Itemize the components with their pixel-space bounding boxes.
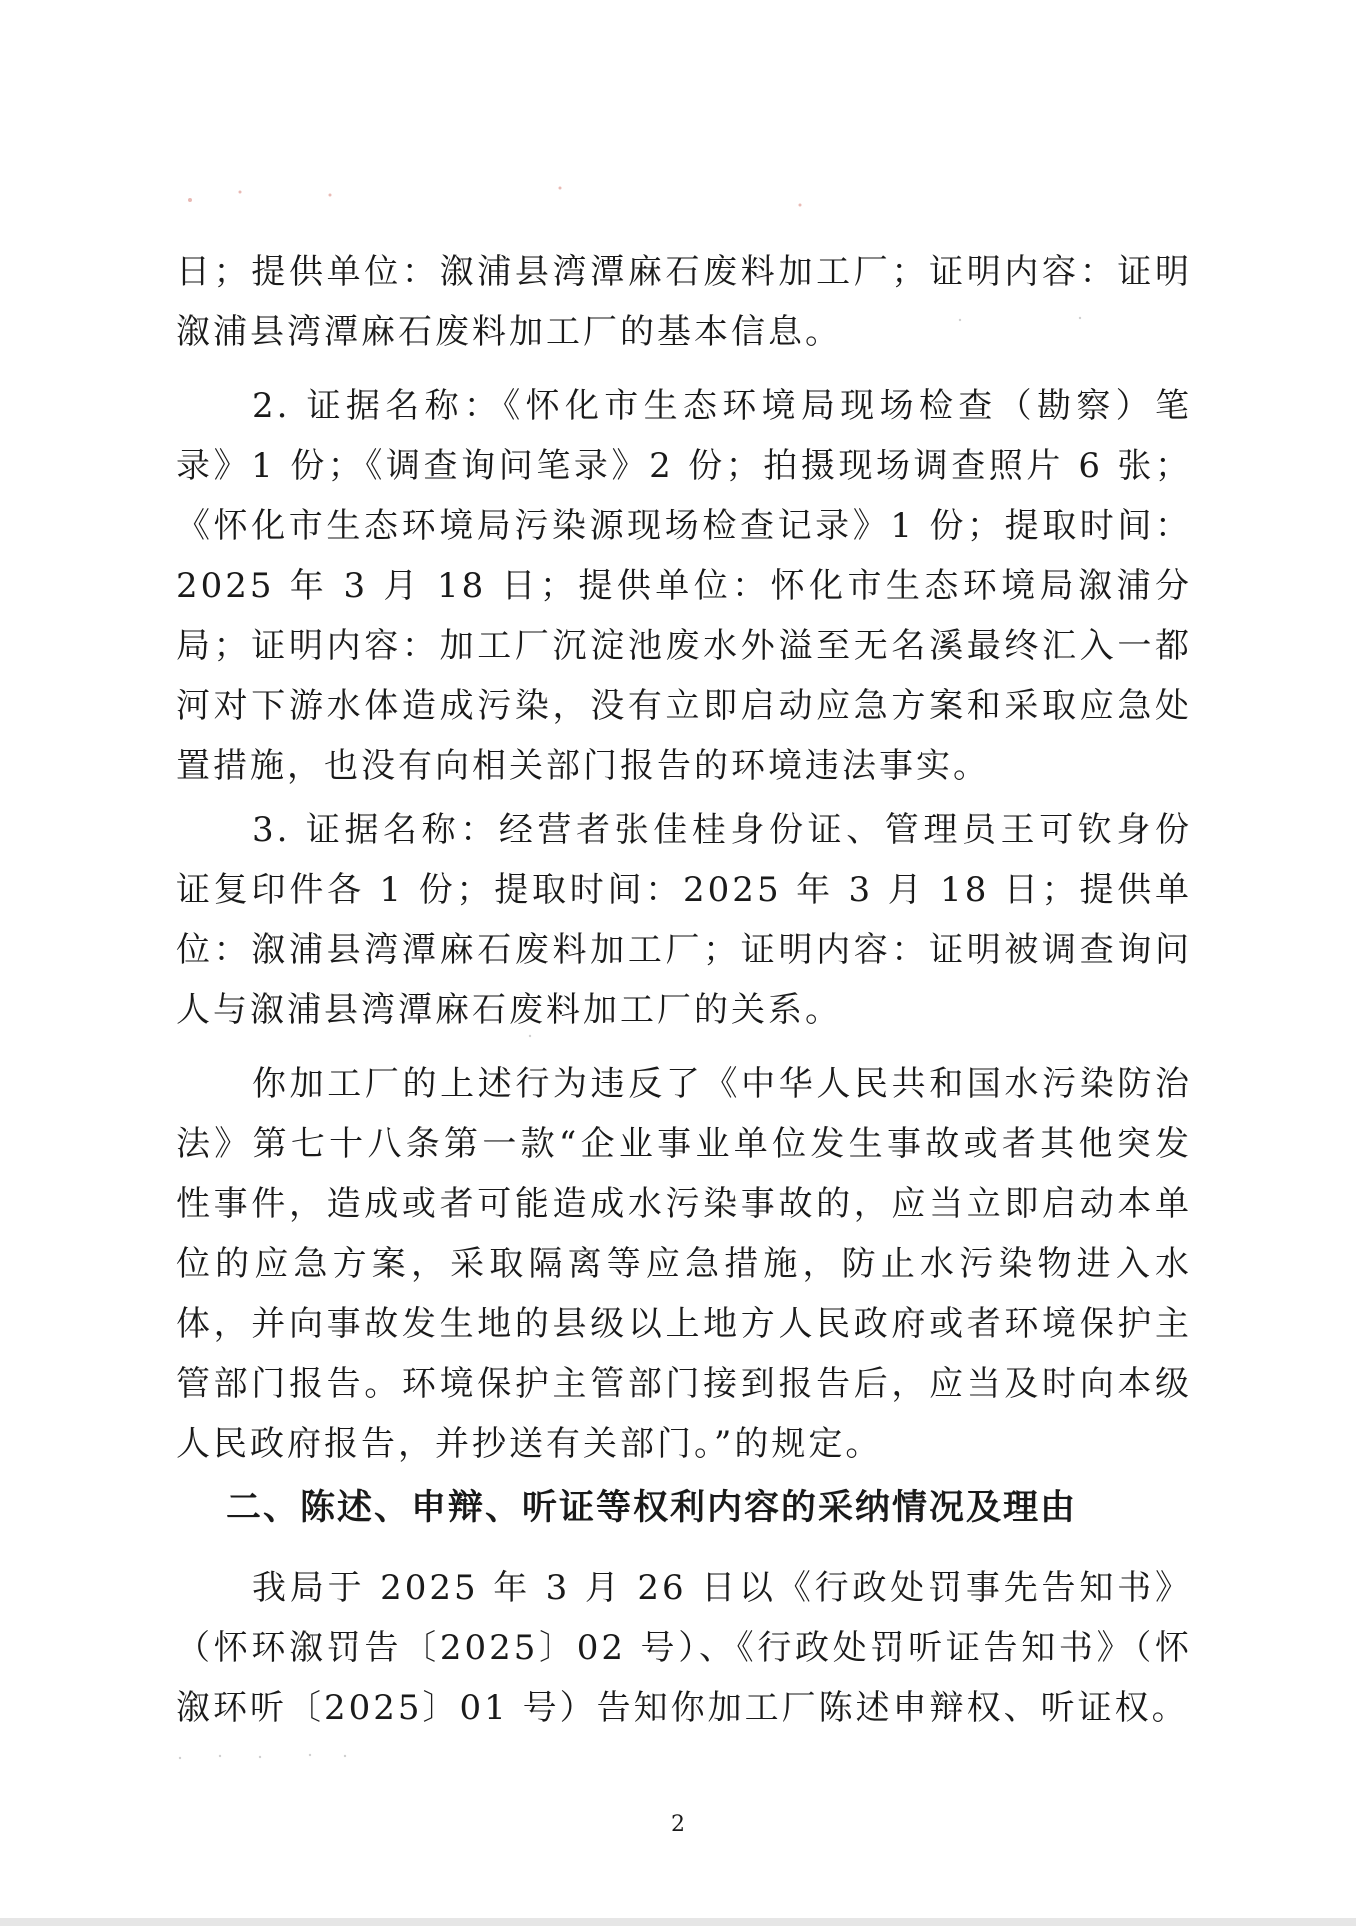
paragraph-text: 3. 证据名称：经营者张佳桂身份证、管理员王可钦身份证复印件各 1 份；提取时间：2025 年 3 月 18 日；提供单位：溆浦县湾潭麻石废料加工厂；证明内容：证明被调查询问人与溆浦县湾潭麻石废料加工厂的关系。 bbox=[176, 810, 1192, 1030]
paragraph-text: 你加工厂的上述行为违反了《中华人民共和国水污染防治法》第七十八条第一款“企业事业单位发生事故或者其他突发性事件，造成或者可能造成水污染事故的，应当立即启动本单位的应急方案，采取隔离等应急措施，防止水污染物进入水体，并向事故发生地的县级以上地方人民政府或者环境保护主管部门报告。环境保护主管部门接到报告后，应当及时向本级人民政府报告，并抄送有关部门。”的规定。 bbox=[176, 1064, 1192, 1464]
paragraph-evidence-1-continued bbox=[176, 242, 1192, 362]
paragraph-evidence-2 bbox=[176, 376, 1192, 796]
section-heading: 二、陈述、申辩、听证等权利内容的采纳情况及理由 bbox=[226, 1488, 1078, 1528]
paragraph-text: 我局于 2025 年 3 月 26 日以《行政处罚事先告知书》（怀环溆罚告〔2025〕02 号）、《行政处罚听证告知书》（怀溆环听〔2025〕01 号）告知你加工厂陈述申辩权、听证权。 bbox=[176, 1568, 1192, 1728]
scan-edge bbox=[0, 1918, 1356, 1926]
paragraph-text: 2. 证据名称：《怀化市生态环境局现场检查（勘察）笔录》1 份；《调查询问笔录》2 份；拍摄现场调查照片 6 张；《怀化市生态环境局污染源现场检查记录》1 份；提取时间：2025 年 3 月 18 日；提供单位：怀化市生态环境局溆浦分局；证明内容：加工厂沉淀池废水外溢至无名溪最终汇入一都河对下游水体造成污染，没有立即启动应急方案和采取应急处置措施，也没有向相关部门报告的环境违法事实。 bbox=[176, 386, 1192, 786]
paragraph-evidence-3 bbox=[176, 800, 1192, 1040]
paragraph-notice bbox=[176, 1558, 1192, 1738]
paragraph-violation bbox=[176, 1054, 1192, 1474]
paragraph-text: 日；提供单位：溆浦县湾潭麻石废料加工厂；证明内容：证明溆浦县湾潭麻石废料加工厂的基本信息。 bbox=[176, 252, 1192, 352]
page-number: 2 bbox=[671, 1812, 685, 1837]
